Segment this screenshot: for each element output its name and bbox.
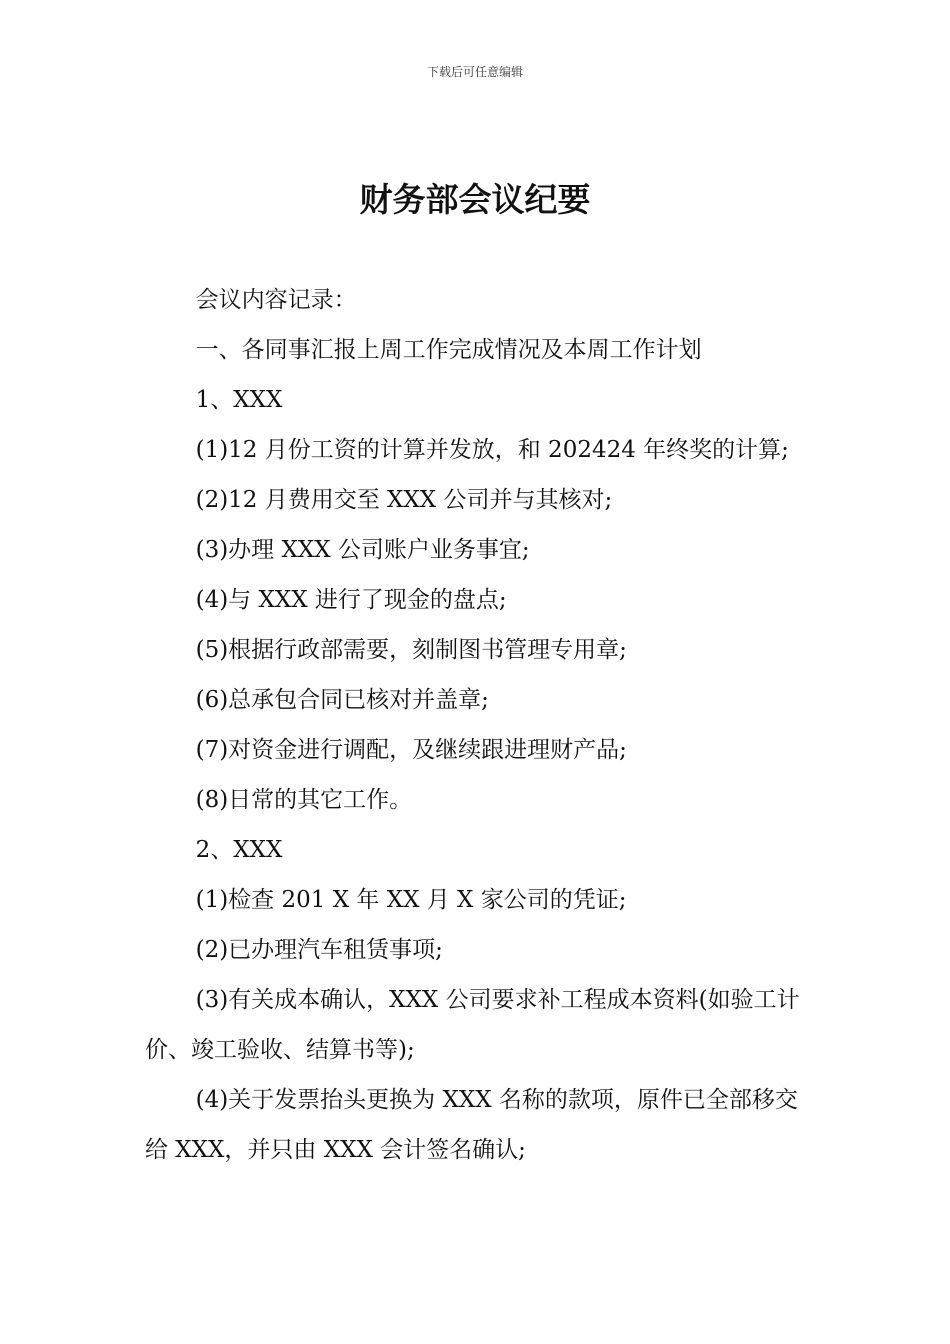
paragraph-item: (4)与 XXX 进行了现金的盘点; — [195, 587, 507, 613]
paragraph-person-1: 1、XXX — [195, 387, 283, 413]
paragraph-item: (2)12 月费用交至 XXX 公司并与其核对; — [195, 487, 613, 513]
paragraph-item: (2)已办理汽车租赁事项; — [195, 937, 443, 963]
document-title: 财务部会议纪要 — [359, 180, 591, 219]
paragraph-item: (3)有关成本确认，XXX 公司要求补工程成本资料(如验工计价、竣工验收、结算书等); — [145, 987, 800, 1063]
paragraph-item: (5)根据行政部需要，刻制图书管理专用章; — [195, 637, 627, 663]
paragraph-intro: 会议内容记录： — [195, 287, 357, 313]
paragraph-item: (1)检查 201 X 年 XX 月 X 家公司的凭证; — [195, 887, 627, 913]
paragraph-item: (8)日常的其它工作。 — [195, 787, 413, 813]
page-header-watermark: 下载后可任意编辑 — [426, 65, 523, 79]
paragraph-section-heading: 一、各同事汇报上周工作完成情况及本周工作计划 — [195, 337, 702, 363]
paragraph-item: (3)办理 XXX 公司账户业务事宜; — [195, 537, 530, 563]
document-body — [145, 275, 810, 1175]
paragraph-item: (1)12 月份工资的计算并发放，和 202424 年终奖的计算; — [195, 437, 789, 463]
paragraph-item: (4)关于发票抬头更换为 XXX 名称的款项，原件已全部移交给 XXX，并只由 XXX 会计签名确认; — [145, 1087, 798, 1163]
paragraph-item: (7)对资金进行调配，及继续跟进理财产品; — [195, 737, 627, 763]
paragraph-person-2: 2、XXX — [195, 837, 283, 863]
paragraph-item: (6)总承包合同已核对并盖章; — [195, 687, 489, 713]
